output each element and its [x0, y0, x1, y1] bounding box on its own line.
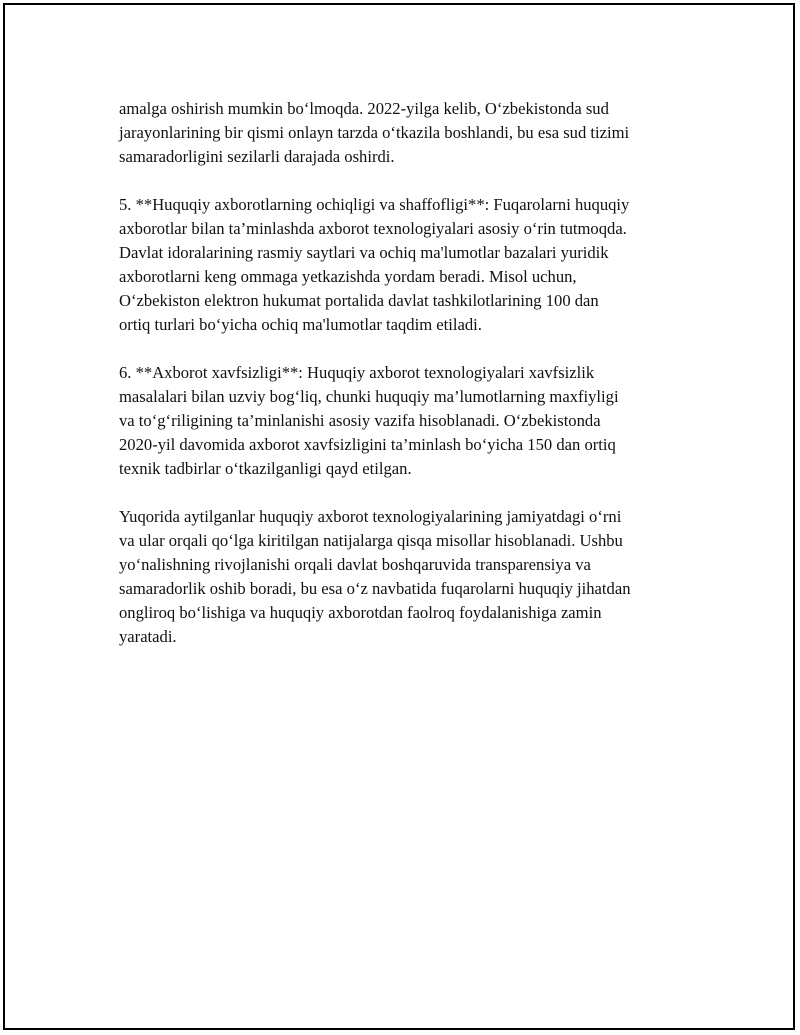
paragraph-security: 6. **Axborot xavfsizligi**: Huquqiy axborot texnologiyalari xavfsizlik masalalari bilan uzviy bog‘liq, chunki huquqiy ma’lumotlarning maxfiyligi va to‘g‘riligining ta’minlanishi asosiy vazifa hisoblanadi. O‘zbekistonda 2020-yil davomida axborot xavfsizligini ta’minlash bo‘yicha 150 dan ortiq texnik tadbirlar o‘tkazilganligi qayd etilgan. [119, 363, 619, 478]
page-frame [3, 3, 795, 1030]
paragraph-conclusion: Yuqorida aytilganlar huquqiy axborot texnologiyalarining jamiyatdagi o‘rni va ular orqali qo‘lga kiritilgan natijalarga qisqa misollar hisoblanadi. Ushbu yo‘nalishning rivojlanishi orqali davlat boshqaruvida transparensiya va samaradorlik oshib boradi, bu esa o‘z navbatida fuqarolarni huquqiy jihatdan ongliroq bo‘lishiga va huquqiy axborotdan faolroq foydalanishiga zamin yaratadi. [119, 507, 631, 646]
paragraph-court-online: amalga oshirish mumkin bo‘lmoqda. 2022-yilga kelib, O‘zbekistonda sud jarayonlarining bir qismi onlayn tarzda o‘tkazila boshlandi, bu esa sud tizimi samaradorligini sezilarli darajada oshirdi. [119, 99, 630, 166]
page-body [119, 97, 699, 673]
paragraph-transparency: 5. **Huquqiy axborotlarning ochiqligi va shaffofligi**: Fuqarolarni huquqiy axborotlar bilan ta’minlashda axborot texnologiyalari asosiy o‘rin tutmoqda. Davlat idoralarining rasmiy saytlari va ochiq ma'lumotlar bazalari yuridik axborotlarni keng ommaga yetkazishda yordam beradi. Misol uchun, O‘zbekiston elektron hukumat portalida davlat tashkilotlarining 100 dan ortiq turlari bo‘yicha ochiq ma'lumotlar taqdim etiladi. [119, 195, 630, 334]
